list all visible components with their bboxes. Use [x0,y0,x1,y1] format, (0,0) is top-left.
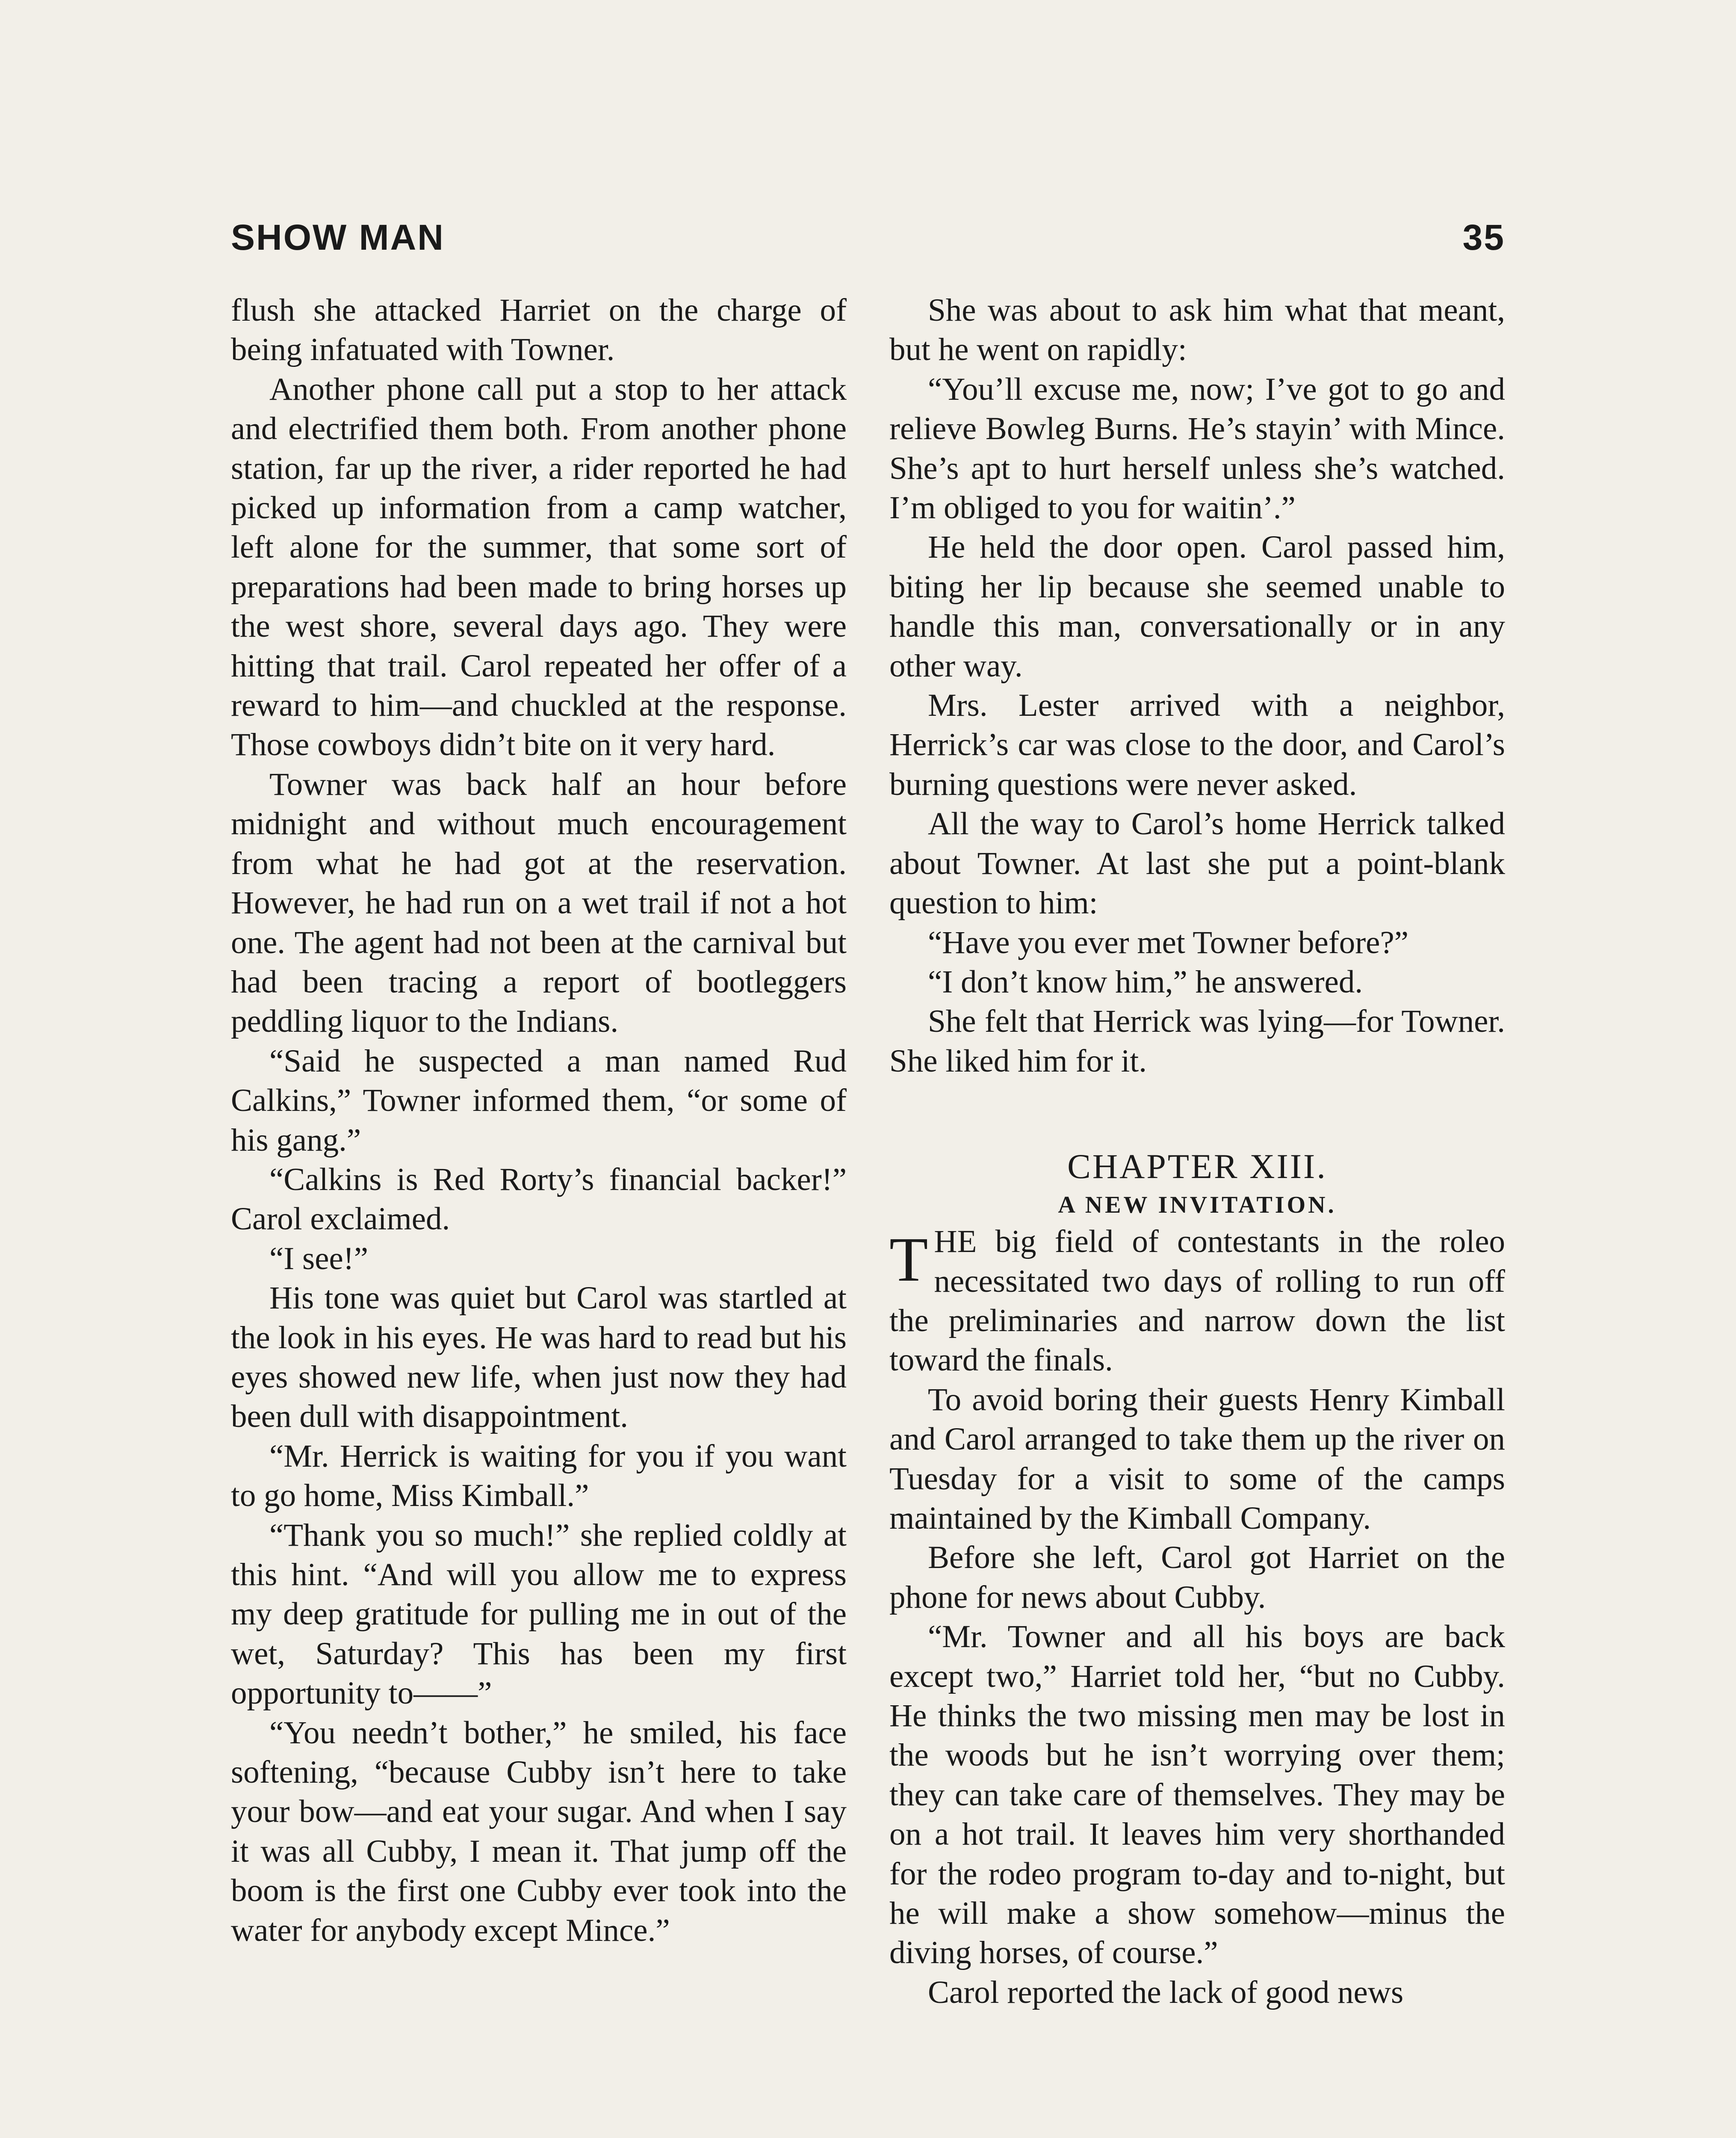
paragraph: “You’ll excuse me, now; I’ve got to go and relieve Bowleg Burns. He’s stayin’ with Mince. She’s apt to hurt herself unless she’s watched. I’m obliged to you for waitin’.” [889,371,1505,526]
chapter-title: CHAPTER XIII. [1067,1147,1327,1186]
right-column [889,291,1505,2012]
page-header [231,214,1505,261]
paragraph: “Mr. Towner and all his boys are back except two,” Harriet told her, “but no Cubby. He thinks the two missing men may be lost in the woods but he isn’t worrying over them; they can take care of themselves. They may be on a hot trail. It leaves him very shorthanded for the rodeo program to-day and to-night, but he will make a show somehow—minus the diving horses, of course.” [889,1619,1505,1971]
paragraph: Carol reported the lack of good news [928,1974,1404,2010]
paragraph: She felt that Herrick was lying—for Towner. She liked him for it. [889,1004,1505,1079]
paragraph: “Said he suspected a man named Rud Calkins,” Towner informed them, “or some of his gang.” [231,1043,847,1158]
paragraph: To avoid boring their guests Henry Kimball and Carol arranged to take them up the river on Tuesday for a visit to some of the camps maintained by the Kimball Company. [889,1382,1505,1536]
paragraph: He held the door open. Carol passed him, biting her lip because she seemed unable to handle this man, conversationally or in any other way. [889,529,1505,684]
paragraph: “I see!” [269,1240,369,1276]
page-number: 35 [1462,217,1505,257]
paragraph: Another phone call put a stop to her attack and electrified them both. From another phone station, far up the river, a rider reported he had picked up information from a camp watcher, left alone for the summer, that some sort of preparations had been made to bring horses up the west shore, several days ago. They were hitting that trail. Carol repeated her offer of a reward to him—and chuckled at the response. Those cowboys didn’t bite on it very hard. [231,371,847,763]
paragraph: Towner was back half an hour before midnight and without much encouragement from what he had got at the reservation. However, he had run on a wet trail if not a hot one. The agent had not been at the carnival but had been tracing a report of bootleggers peddling liquor to the Indians. [231,766,847,1039]
paragraph: His tone was quiet but Carol was startled at the look in his eyes. He was hard to read but his eyes showed new life, when just now they had been dull with disappointment. [231,1280,847,1435]
drop-cap: T [889,1225,928,1295]
paragraph: “I don’t know him,” he answered. [928,964,1363,1000]
chapter-heading [889,1145,1505,1222]
paragraph: “You needn’t bother,” he smiled, his face softening, “because Cubby isn’t here to take your bow—and eat your sugar. And when I say it was all Cubby, I mean it. That jump off the boom is the first one Cubby ever took into the water for anybody except Mince.” [231,1715,847,1948]
chapter-opening-paragraph [889,1222,1505,1380]
paragraph: All the way to Carol’s home Herrick talked about Towner. At last she put a point-blank question to him: [889,806,1505,921]
running-title: SHOW MAN [231,217,445,257]
paragraph: Mrs. Lester arrived with a neighbor, Herrick’s car was close to the door, and Carol’s burning questions were never asked. [889,688,1505,802]
paragraph: Before she left, Carol got Harriet on the phone for news about Cubby. [889,1540,1505,1615]
paragraph: “Thank you so much!” she replied coldly at this hint. “And will you allow me to express my deep gratitude for pulling me in out of the wet, Saturday? This has been my first opportunity to——” [231,1517,847,1711]
paragraph: “Have you ever met Towner before?” [928,924,1409,960]
opening-text: HE big field of contestants in the roleo necessitated two days of rolling to run off the preliminaries and narrow down the list toward the finals. [889,1224,1505,1378]
paragraph: flush she attacked Harriet on the charge of being infatuated with Towner. [231,292,847,368]
paragraph: “Calkins is Red Rorty’s financial backer!” Carol exclaimed. [231,1161,847,1237]
paragraph: She was about to ask him what that meant, but he went on rapidly: [889,292,1505,368]
chapter-subtitle: A NEW INVITATION. [1058,1192,1337,1219]
left-column [231,291,847,1950]
paragraph: “Mr. Herrick is waiting for you if you want to go home, Miss Kimball.” [231,1438,847,1514]
